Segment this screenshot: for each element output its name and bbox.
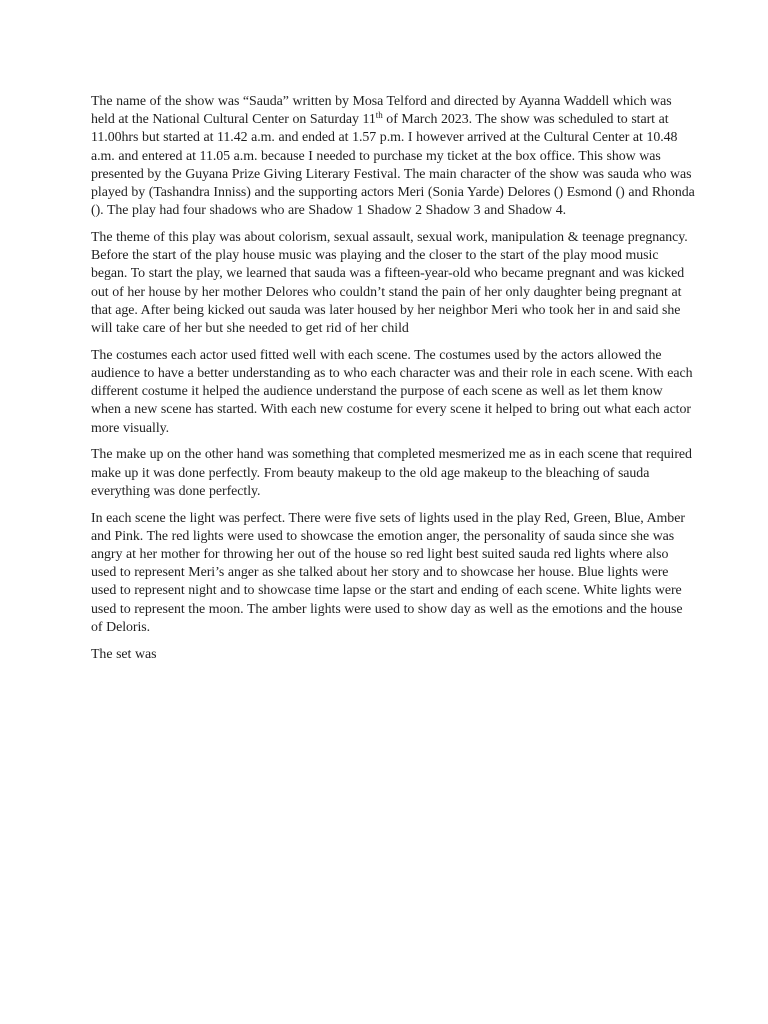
paragraph-set: The set was [91,646,157,662]
paragraph-theme: The theme of this play was about colorism, sexual assault, sexual work, manipulation & teenage pregnancy. Before the start of the play house music was playing and the closer to the start of the play mood music began. To start the play, we learned that sauda was a fifteen-year-old who became pregnant and was kicked out of her house by her mother Delores who couldn’t stand the pain of her only daughter being pregnant at that age. After being kicked out sauda was later housed by her neighbor Meri who took her in and said she will take care of her but she needed to get rid of her child [91,230,688,337]
paragraph-costumes: The costumes each actor used fitted well with each scene. The costumes used by the actors allowed the audience to have a better understanding as to who each character was and their role in each scene. With each different costume it helped the audience understand the purpose of each scene as well as let them know when a new scene has started. With each new costume for every scene it helped to bring out what each actor more visually. [91,347,693,436]
paragraph-show-details [91,93,695,220]
paragraph-text: of March 2023. The show was scheduled to start at 11.00hrs but started at 11.42 a.m. and ended at 1.57 p.m. I however arrived at the Cultural Center at 10.48 a.m. and entered at 11.05 a.m. because I needed to purchase my ticket at the box office. This show was presented by the Guyana Prize Giving Literary Festival. The main character of the show was sauda who was played by (Tashandra Inniss) and the supporting actors Meri (Sonia Yarde) Delores () Esmond () and Rhonda (). The play had four shadows who are Shadow 1 Shadow 2 Shadow 3 and Shadow 4. [91,112,695,219]
superscript-ordinal: th [375,110,383,121]
paragraph-text: The name of the show was “Sauda” written by Mosa Telford and directed by Ayanna Waddell which was held at the National Cultural Center on Saturday 11 [91,94,672,128]
paragraph-makeup: The make up on the other hand was something that completed mesmerized me as in each scene that required make up it was done perfectly. From beauty makeup to the old age makeup to the bleaching of sauda everything was done perfectly. [91,447,692,499]
paragraph-lighting: In each scene the light was perfect. There were five sets of lights used in the play Red, Green, Blue, Amber and Pink. The red lights were used to showcase the emotion anger, the personality of sauda since she was angry at her mother for throwing her out of the house so red light best suited sauda red lights where also used to represent Meri’s anger as she talked about her story and to showcase her house. Blue lights were used to represent night and to showcase time lapse or the start and ending of each scene. White lights were used to represent the moon. The amber lights were used to show day as well as the emotions and the house of Deloris. [91,510,685,635]
document-body [91,93,695,672]
